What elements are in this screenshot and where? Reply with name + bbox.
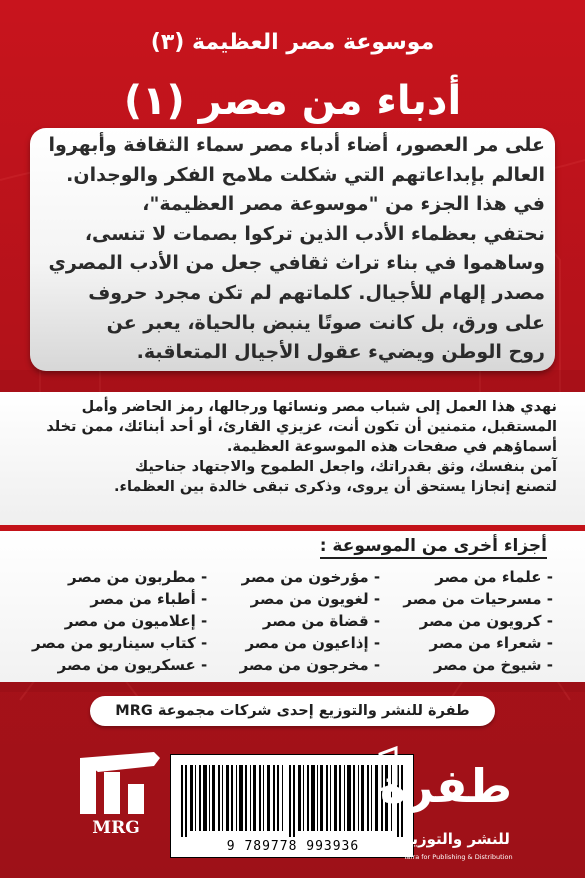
intro-line: مصدر إلهام للأجيال. كلماتهم لم تكن مجرد حروف [88,281,545,304]
part-item: - مؤرخون من مصر [221,566,380,588]
part-item: - مطربون من مصر [32,566,207,588]
book-title: أدباء من مصر (١) [123,78,462,124]
part-item: - مسرحيات من مصر [394,588,553,610]
tafra-name: طفرة [379,759,513,813]
part-item: - مخرجون من مصر [221,654,380,676]
part-item: - إعلاميون من مصر [32,610,207,632]
dedication-line: المستقبل، متمنين أن تكون أنت، عزيزي القارئ، أو أحد أبنائك، ممن تخلد [46,419,557,435]
part-item: - لغويون من مصر [221,588,380,610]
isbn-number: 9 789778 993936 [226,839,360,854]
part-item: - إذاعيون من مصر [221,632,380,654]
intro-line: على ورق، بل كانت صوتًا ينبض بالحياة، يعبر عن [106,311,545,334]
intro-line: وساهموا في بناء تراث ثقافي جعل من الأدب المصري [48,252,545,275]
dedication-line: نهدي هذا العمل إلى شباب مصر ونسائها ورجالها، رمز الحاضر وأمل [81,399,557,415]
part-item: - علماء من مصر [394,566,553,588]
dedication-line: آمن بنفسك، وثق بقدراتك، واجعل الطموح والاجتهاد جناحيك [134,459,557,475]
tafra-english-name: Tafra for Publishing & Distribution [403,853,513,861]
other-parts-list [32,566,553,676]
tafra-tagline: للنشر والتوزيع [402,830,510,848]
part-item: - قضاة من مصر [221,610,380,632]
intro-line: نحتفي بعظماء الأدب الذين تركوا بصمات لا تنسى، [84,222,545,245]
dedication-line: لتصنع إنجازا يستحق أن يروى، وذكرى تبقى خالدة بين العظماء. [114,479,557,495]
part-item: - أطباء من مصر [32,588,207,610]
intro-line: العالم بإبداعاتهم التي شكلت ملامح الفكر والوجدان. [66,163,545,186]
part-item: - كتاب سيناريو من مصر [32,632,207,654]
part-item: - كرويون من مصر [394,610,553,632]
intro-text [40,131,545,368]
publisher-line: طفرة للنشر والتوزيع إحدى شركات مجموعة MRG [115,703,470,719]
intro-line: على مر العصور، أضاء أدباء مصر سماء الثقافة وأبهروا [48,134,545,156]
intro-line: في هذا الجزء من "موسوعة مصر العظيمة"، [142,193,545,216]
mrg-label: MRG [92,818,140,838]
dedication-line: أسماؤهم في صفحات هذه الموسوعة العظيمة. [226,439,557,455]
dedication-text [28,397,557,497]
tafra-logo-icon [366,744,526,824]
part-item: - شعراء من مصر [394,632,553,654]
series-title: موسوعة مصر العظيمة (٣) [150,30,435,55]
other-parts-heading: أجزاء أخرى من الموسوعة : [320,535,547,559]
part-item: - شيوخ من مصر [394,654,553,676]
part-item: - عسكريون من مصر [32,654,207,676]
intro-line: روح الوطن ويضيء عقول الأجيال المتعاقبة. [136,341,545,364]
